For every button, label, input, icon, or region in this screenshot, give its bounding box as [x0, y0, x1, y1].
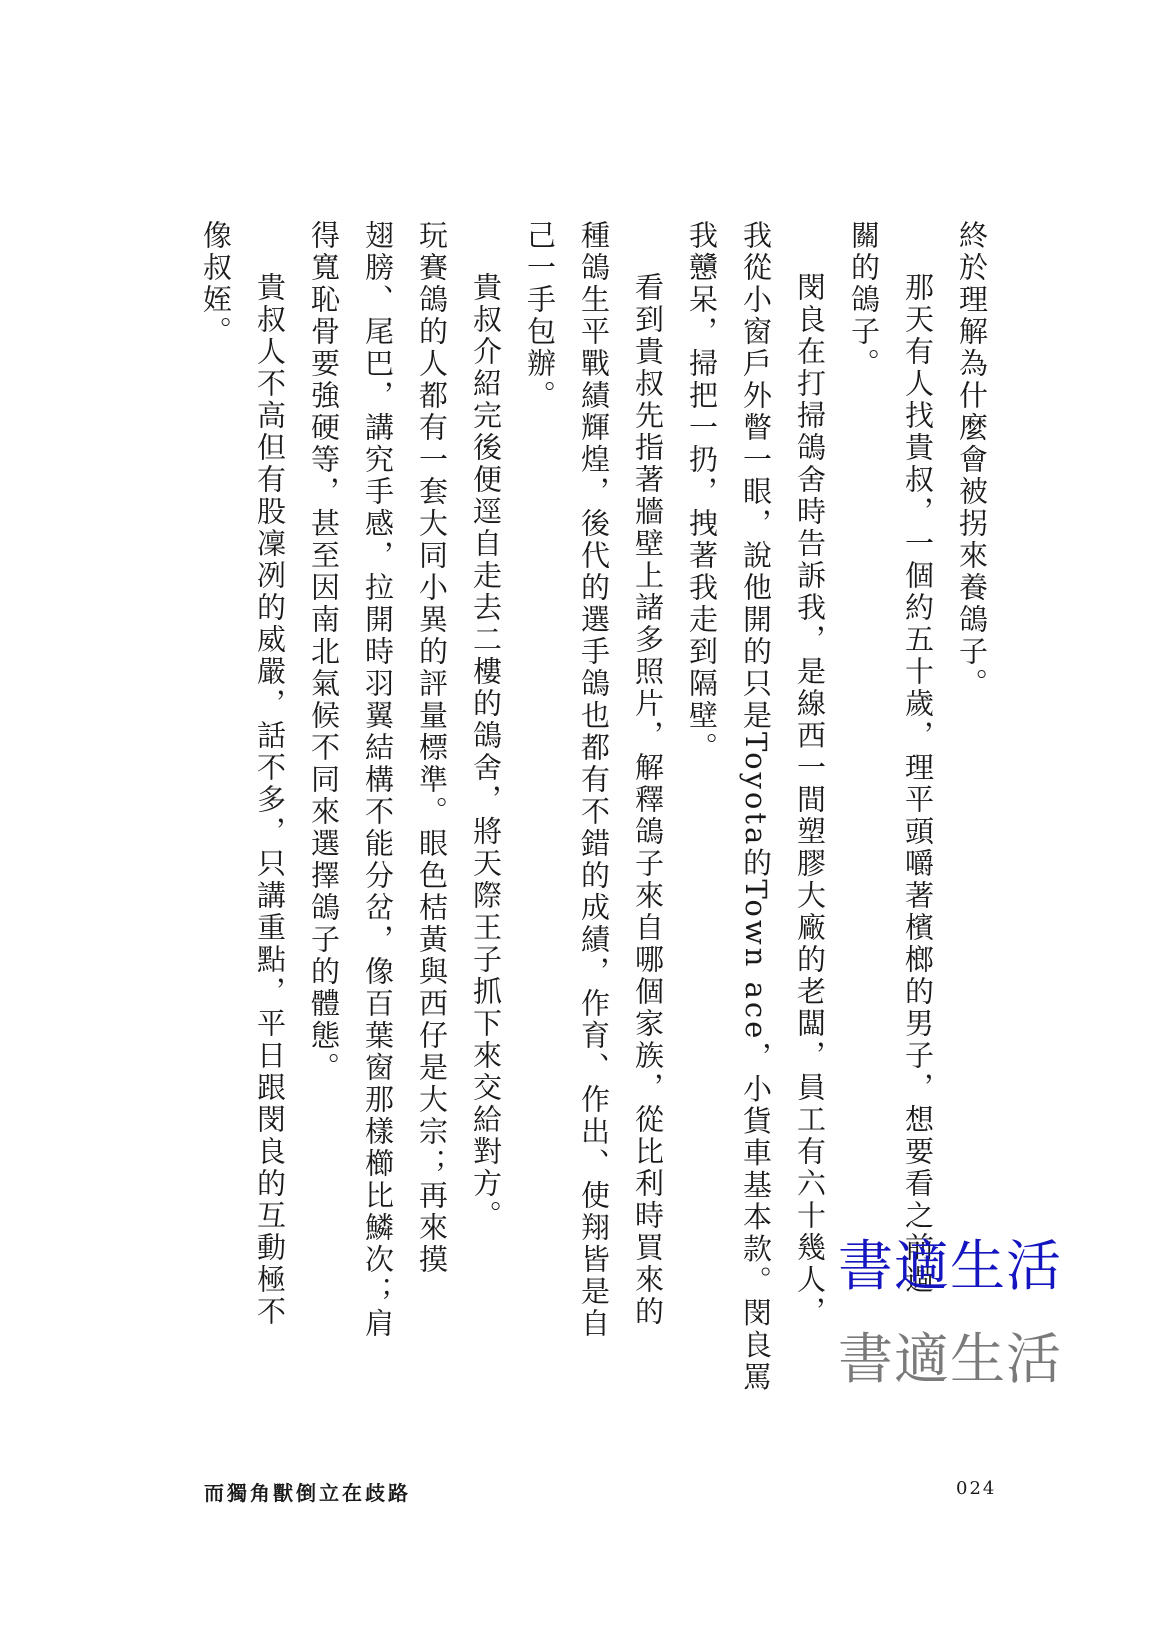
text-column-15: 像叔姪。	[199, 220, 233, 348]
text-column-7: 看到貴叔先指著牆壁上諸多照片，解釋鴿子來自哪個家族，從比利時買來的	[631, 272, 665, 1328]
watermark-blue: 書適生活	[838, 1234, 1063, 1298]
text-column-12: 翅膀、尾巴，講究手感，拉開時羽翼結構不能分岔，像百葉窗那樣櫛比鱗次；肩	[361, 220, 395, 1340]
footer-book-title: 而獨角獸倒立在歧路	[204, 1481, 411, 1505]
text-column-3: 關的鴿子。	[847, 220, 881, 380]
page-number: 024	[956, 1478, 997, 1499]
text-column-10: 貴叔介紹完後便逕自走去二樓的鴿舍，將天際王子抓下來交給對方。	[469, 272, 503, 1232]
text-column-11: 玩賽鴿的人都有一套大同小異的評量標準。眼色桔黃與西仔是大宗；再來摸	[415, 220, 449, 1276]
text-column-4: 閔良在打掃鴿舍時告訴我，是線西一間塑膠大廠的老闆，員工有六十幾人，	[793, 272, 827, 1328]
text-column-2: 那天有人找貴叔，一個約五十歲，理平頭嚼著檳榔的男子，想要看之前過	[901, 272, 935, 1296]
text-column-13: 得寬恥骨要強硬等，甚至因南北氣候不同來選擇鴿子的體態。	[307, 220, 341, 1084]
text-column-8: 種鴿生平戰績輝煌，後代的選手鴿也都有不錯的成績，作育、作出、使翔皆是自	[577, 220, 611, 1340]
watermark-gray: 書適生活	[838, 1327, 1063, 1391]
text-column-14: 貴叔人不高但有股凜冽的威嚴，話不多，只講重點，平日跟閔良的互動極不	[253, 272, 287, 1328]
text-column-6: 我戇呆，掃把一扔，拽著我走到隔壁。	[685, 220, 719, 764]
text-column-1: 終於理解為什麼會被拐來養鴿子。	[955, 220, 989, 700]
text-column-9: 己一手包辦。	[523, 220, 557, 412]
text-column-5: 我從小窗戶外瞥一眼，說他開的只是Toyota的Town ace，小貨車基本款。閔良罵	[739, 220, 773, 1394]
